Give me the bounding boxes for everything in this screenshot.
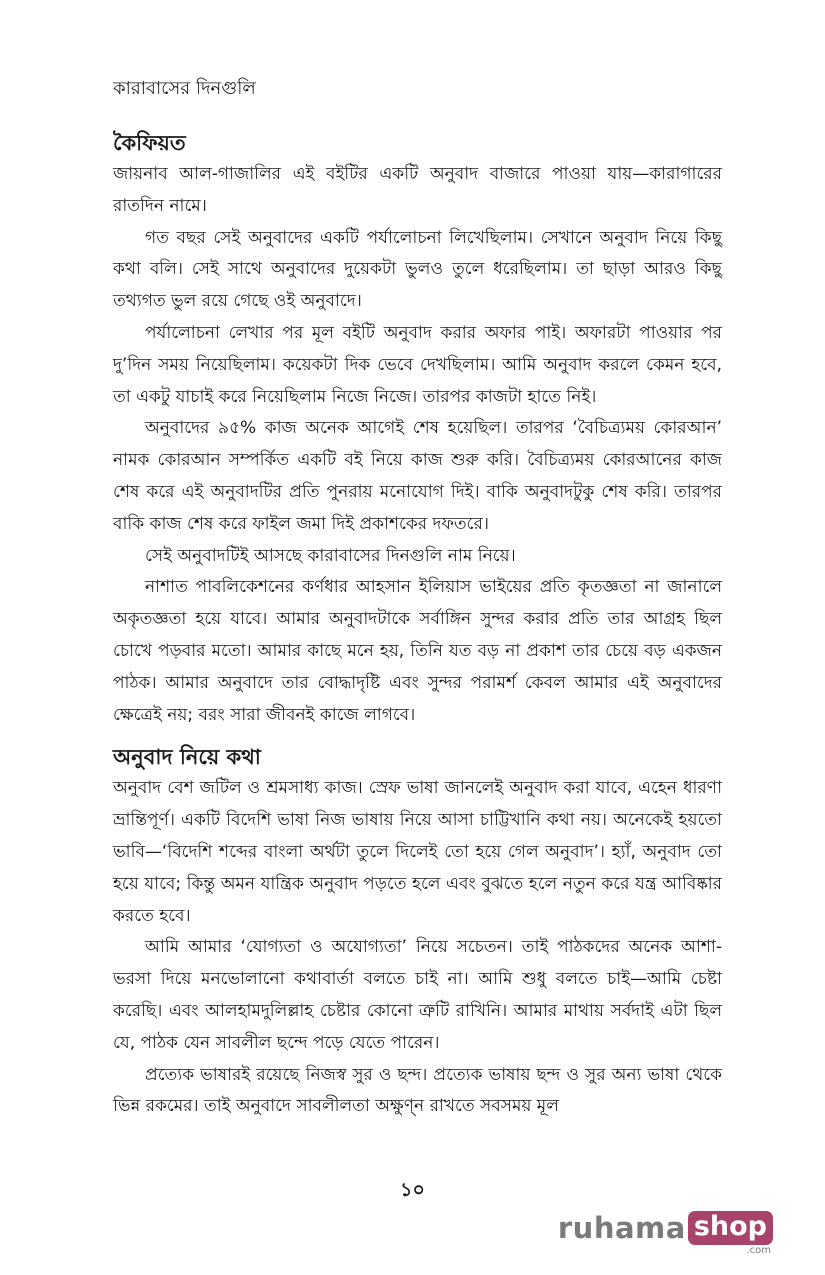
section-heading-explanation: কৈফিয়ত (113, 131, 186, 155)
watermark-word: ruhama (557, 1211, 686, 1245)
paragraph: আমি আমার ‘যোগ্যতা ও অযোগ্যতা’ নিয়ে সচেতন। তাই পাঠকদের অনেক আশা-ভরসা দিয়ে মনভোলানো কথাবার্তা বলতে চাই না। আমি শুধু বলতে চাই—আমি চেষ্টা করেছি। এবং আলহামদুলিল্লাহ চেষ্টার কোনো ত্রুটি রাখিনি। আমার মাথায় সর্বদাই এটা ছিল যে, পাঠক যেন সাবলীল ছন্দে পড়ে যেতে পারেন। (113, 937, 722, 1053)
watermark-shop-box: shop (688, 1211, 773, 1245)
page-body (113, 127, 722, 1123)
paragraph: অনুবাদের ৯৫% কাজ অনেক আগেই শেষ হয়েছিল। তারপর ‘বৈচিত্র্যময় কোরআন’ নামক কোরআন সম্পর্কিত একটি বই নিয়ে কাজ শুরু করি। বৈচিত্র্যময় কোরআনের কাজ শেষ করে এই অনুবাদটির প্রতি পুনরায় মনোযোগ দিই। বাকি অনুবাদটুকু শেষ করি। তারপর বাকি কাজ শেষ করে ফাইল জমা দিই প্রকাশকের দফতরে। (113, 418, 722, 534)
watermark-domain: .com (746, 1245, 771, 1256)
paragraph: সেই অনুবাদটিই আসছে কারাবাসের দিনগুলি নাম নিয়ে। (145, 545, 516, 566)
paragraph: নাশাত পাবলিকেশনের কর্ণধার আহসান ইলিয়াস ভাইয়ের প্রতি কৃতজ্ঞতা না জানালে অকৃতজ্ঞতা হয়ে যাবে। আমার অনুবাদটাকে সর্বাঙ্গিন সুন্দর করার প্রতি তার আগ্রহ ছিল চোখে পড়বার মতো। আমার কাছে মনে হয়, তিনি যত বড় না প্রকাশ তার চেয়ে বড় একজন পাঠক। আমার অনুবাদে তার বোদ্ধাদৃষ্টি এবং সুন্দর পরামর্শ কেবল আমার এই অনুবাদের ক্ষেত্রেই নয়; বরং সারা জীবনই কাজে লাগবে। (113, 577, 722, 725)
running-header: কারাবাসের দিনগুলি (113, 78, 256, 99)
paragraph: গত বছর সেই অনুবাদের একটি পর্যালোচনা লিখেছিলাম। সেখানে অনুবাদ নিয়ে কিছু কথা বলি। সেই সাথে অনুবাদের দুয়েকটা ভুলও তুলে ধরেছিলাম। তা ছাড়া আরও কিছু তথ্যগত ভুল রয়ে গেছে ওই অনুবাদে। (113, 227, 722, 312)
paragraph: পর্যালোচনা লেখার পর মূল বইটি অনুবাদ করার অফার পাই। অফারটা পাওয়ার পর দু’দিন সময় নিয়েছিলাম। কয়েকটা দিক ভেবে দেখছিলাম। আমি অনুবাদ করলে কেমন হবে, তা একটু যাচাই করে নিয়েছিলাম নিজে নিজে। তারপর কাজটা হাতে নিই। (113, 322, 722, 407)
watermark-logo (557, 1211, 773, 1256)
paragraph: জায়নাব আল-গাজালির এই বইটির একটি অনুবাদ বাজারে পাওয়া যায়—কারাগারের রাতদিন নামে। (113, 164, 722, 216)
paragraph: প্রত্যেক ভাষারই রয়েছে নিজস্ব সুর ও ছন্দ। প্রত্যেক ভাষায় ছন্দ ও সুর অন্য ভাষা থেকে ভিন্ন রকমের। তাই অনুবাদে সাবলীলতা অক্ষুণ্ন রাখতে সবসময় মূল (113, 1064, 722, 1117)
paragraph: অনুবাদ বেশ জটিল ও শ্রমসাধ্য কাজ। স্রেফ ভাষা জানলেই অনুবাদ করা যাবে, এহেন ধারণা ভ্রান্তিপূর্ণ। একটি বিদেশি ভাষা নিজ ভাষায় নিয়ে আসা চাট্টিখানি কথা নয়। অনেকেই হয়তো ভাবি—‘বিদেশি শব্দের বাংলা অর্থটা তুলে দিলেই তো হয়ে গেল অনুবাদ’। হ্যাঁ, অনুবাদ তো হয়ে যাবে; কিন্তু অমন যান্ত্রিক অনুবাদ পড়তে হলে এবং বুঝতে হলে নতুন করে যন্ত্র আবিষ্কার করতে হবে। (113, 778, 722, 926)
page-number: ১০ (400, 1179, 425, 1201)
section-heading-translation: অনুবাদ নিয়ে কথা (113, 745, 261, 770)
